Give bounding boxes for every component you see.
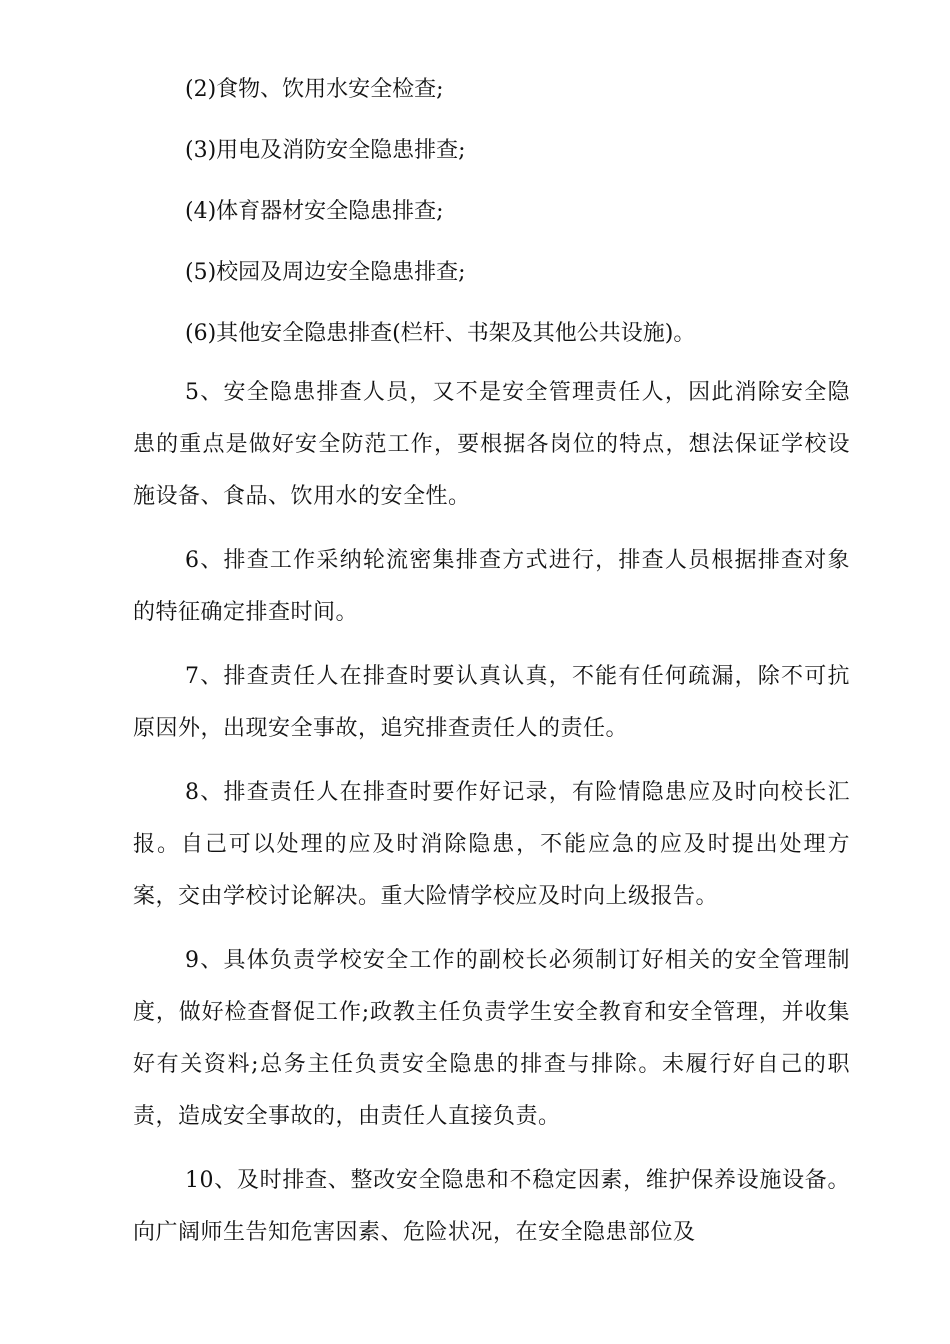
paragraph-8: 8、排查责任人在排查时要作好记录，有险情隐患应及时向校长汇报。自己可以处理的应及时消除隐患，不能应急的应及时提出处理方案，交由学校讨论解决。重大险情学校应及时向上级报告。 xyxy=(133,780,850,909)
paragraph-5: 5、安全隐患排查人员，又不是安全管理责任人，因此消除安全隐患的重点是做好安全防范工作，要根据各岗位的特点，想法保证学校设施设备、食品、饮用水的安全性。 xyxy=(133,380,850,509)
list-item-sports-equipment: (4)体育器材安全隐患排查; xyxy=(185,199,444,224)
list-item-food-water: (2)食物、饮用水安全检查; xyxy=(185,77,444,102)
list-item-campus-surroundings: (5)校园及周边安全隐患排查; xyxy=(185,260,466,285)
paragraph-7: 7、排查责任人在排查时要认真认真，不能有任何疏漏，除不可抗原因外，出现安全事故，追究排查责任人的责任。 xyxy=(133,664,850,741)
list-item-other-facilities: (6)其他安全隐患排查(栏杆、书架及其他公共设施)。 xyxy=(185,321,696,346)
paragraph-9: 9、具体负责学校安全工作的副校长必须制订好相关的安全管理制度，做好检查督促工作;政教主任负责学生安全教育和安全管理，并收集好有关资料;总务主任负责安全隐患的排查与排除。未履行好自己的职责，造成安全事故的，由责任人直接负责。 xyxy=(133,948,850,1129)
paragraph-6: 6、排查工作采纳轮流密集排查方式进行，排查人员根据排查对象的特征确定排查时间。 xyxy=(133,548,850,625)
paragraph-10: 10、及时排查、整改安全隐患和不稳定因素，维护保养设施设备。向广阔师生告知危害因素、危险状况，在安全隐患部位及 xyxy=(133,1168,850,1245)
list-item-electric-fire: (3)用电及消防安全隐患排查; xyxy=(185,138,466,163)
